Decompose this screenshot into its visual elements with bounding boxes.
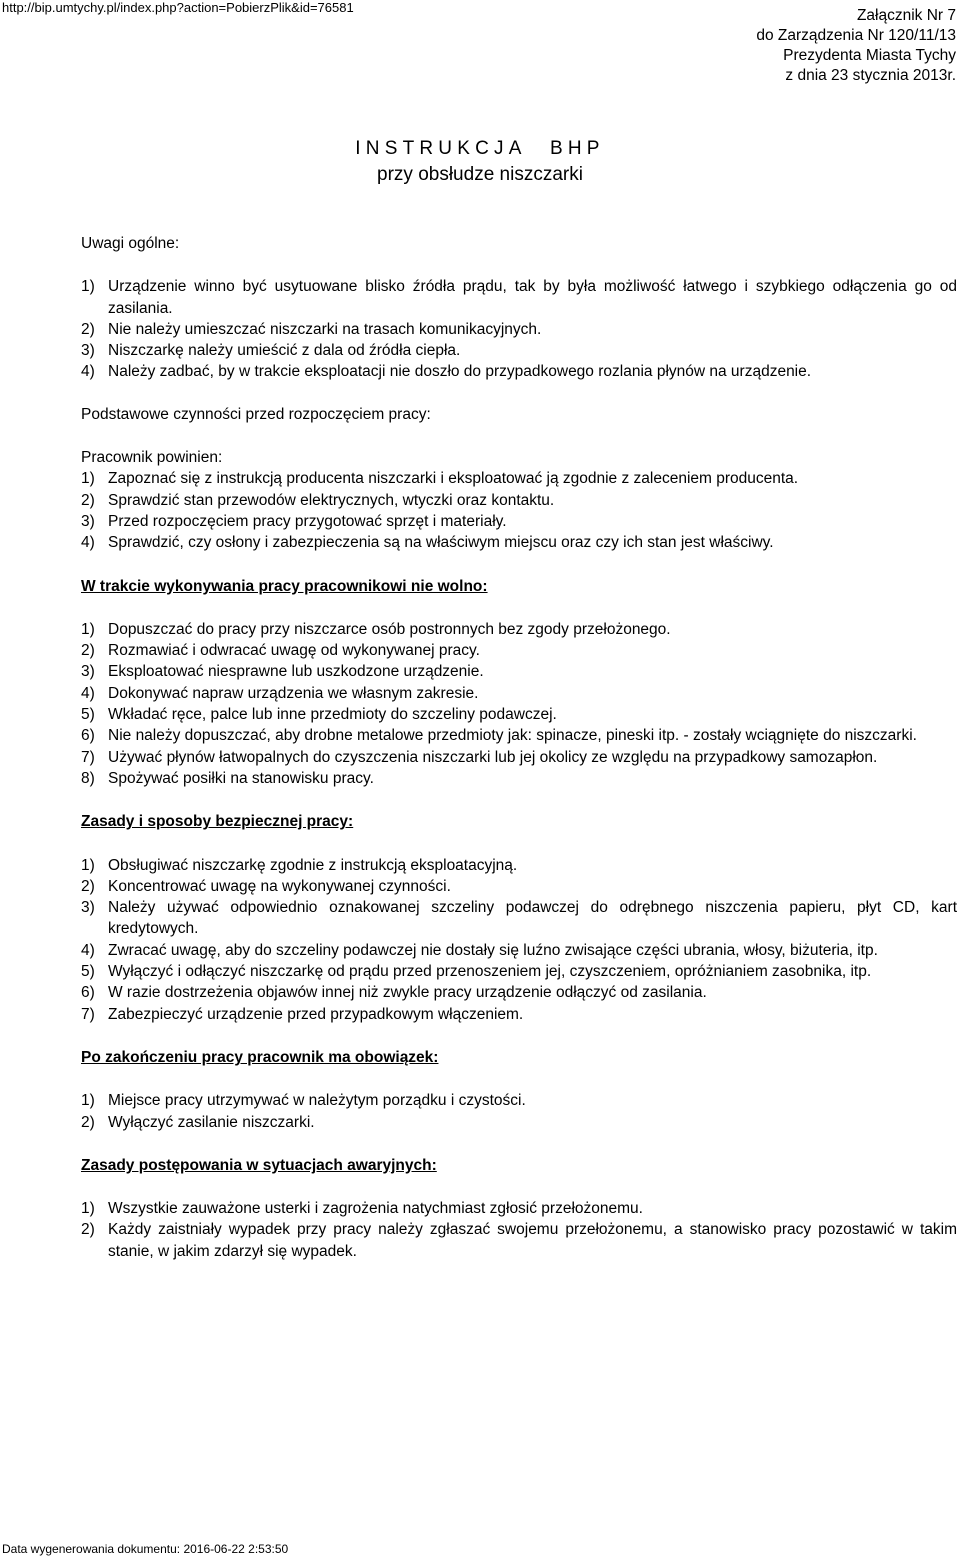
- annex-line: Załącznik Nr 7: [856, 7, 956, 24]
- list-item-number: 4): [81, 363, 95, 381]
- section-before-heading: Podstawowe czynności przed rozpoczęciem pracy:: [81, 405, 431, 423]
- list-item-number: 6): [81, 727, 95, 745]
- list-item-number: 2): [81, 1221, 95, 1239]
- list-item-text: Rozmawiać i odwracać uwagę od wykonywanej pracy.: [108, 642, 480, 660]
- list-item: [81, 640, 957, 661]
- list-item: [81, 961, 957, 982]
- list-item-text: Sprawdzić stan przewodów elektrycznych, wtyczki oraz kontaktu.: [108, 491, 555, 509]
- list-item-number: 2): [81, 642, 95, 660]
- list-item-text: Wyłączyć i odłączyć niszczarkę od prądu przed przenoszeniem jej, czyszczeniem, opróżnianiem zasobnika, itp.: [108, 963, 872, 981]
- list-item-number: 7): [81, 1005, 95, 1023]
- list-item-text: Używać płynów łatwopalnych do czyszczenia niszczarki lub jej okolicy ze względu na przypadkowy samozapłon.: [108, 748, 878, 766]
- list-item-text: Zapoznać się z instrukcją producenta niszczarki i eksploatować ją zgodnie z zaleceniem producenta.: [108, 470, 799, 488]
- section-rules-list: [81, 855, 957, 1025]
- list-item-number: 5): [81, 706, 95, 724]
- section-before-list: [81, 468, 957, 553]
- list-item: [81, 361, 957, 382]
- list-item-text: Wszystkie zauważone usterki i zagrożenia natychmiast zgłosić przełożonemu.: [108, 1200, 643, 1218]
- list-item-text: Sprawdzić, czy osłony i zabezpieczenia są na właściwym miejscu oraz czy ich stan jest właściwy.: [108, 534, 774, 552]
- list-item-text: Wyłączyć zasilanie niszczarki.: [108, 1113, 315, 1131]
- list-item-number: 5): [81, 963, 95, 981]
- list-item: [81, 1198, 957, 1219]
- list-item: [81, 1004, 957, 1025]
- list-item-number: 1): [81, 278, 95, 296]
- list-item-text: Nie należy umieszczać niszczarki na trasach komunikacyjnych.: [108, 320, 542, 338]
- list-item: [81, 511, 957, 532]
- list-item: [81, 725, 957, 746]
- generation-date: Data wygenerowania dokumentu: 2016-06-22 2:53:50: [2, 1542, 289, 1556]
- section-emergency-list: [81, 1198, 957, 1262]
- list-item-number: 3): [81, 899, 95, 917]
- list-item-text: Wkładać ręce, palce lub inne przedmioty do szczeliny podawczej.: [108, 706, 557, 724]
- list-item-number: 1): [81, 620, 95, 638]
- list-item-text: Dopuszczać do pracy przy niszczarce osób postronnych bez zgody przełożonego.: [108, 620, 671, 638]
- list-item-number: 3): [81, 663, 95, 681]
- document-body: [81, 233, 957, 1262]
- section-forbidden-heading: W trakcie wykonywania pracy pracownikowi nie wolno:: [81, 577, 488, 595]
- list-item: [81, 855, 957, 876]
- list-item-text: Dokonywać napraw urządzenia we własnym zakresie.: [108, 684, 479, 702]
- list-item: [81, 982, 957, 1003]
- list-item-text: Urządzenie winno być usytuowane blisko źródła prądu, tak by była możliwość łatwego i szybkiego odłączenia go od zasilania.: [108, 278, 957, 317]
- list-item-text: Miejsce pracy utrzymywać w należytym porządku i czystości.: [108, 1092, 526, 1110]
- list-item-number: 4): [81, 684, 95, 702]
- list-item-number: 8): [81, 769, 95, 787]
- list-item: [81, 683, 957, 704]
- list-item: [81, 897, 957, 940]
- list-item: [81, 532, 957, 553]
- section-after-list: [81, 1090, 957, 1133]
- list-item-number: 7): [81, 748, 95, 766]
- title-main: INSTRUKCJA BHP: [355, 138, 605, 159]
- list-item: [81, 940, 957, 961]
- annex-line: z dnia 23 stycznia 2013r.: [785, 67, 956, 84]
- list-item-number: 6): [81, 984, 95, 1002]
- section-after-heading: Po zakończeniu pracy pracownik ma obowiązek:: [81, 1048, 439, 1066]
- document-title: [0, 136, 960, 188]
- section-before-intro: Pracownik powinien:: [81, 449, 223, 467]
- list-item: [81, 1219, 957, 1262]
- list-item-number: 2): [81, 491, 95, 509]
- title-subtitle: przy obsłudze niszczarki: [377, 164, 583, 185]
- list-item: [81, 768, 957, 789]
- section-general-list: [81, 276, 957, 382]
- list-item: [81, 1090, 957, 1111]
- list-item-text: Przed rozpoczęciem pracy przygotować sprzęt i materiały.: [108, 512, 507, 530]
- list-item-text: Niszczarkę należy umieścić z dala od źródła ciepła.: [108, 342, 461, 360]
- list-item-text: W razie dostrzeżenia objawów innej niż zwykle pracy urządzenie odłączyć od zasilania.: [108, 984, 707, 1002]
- list-item-number: 1): [81, 1200, 95, 1218]
- list-item-text: Należy zadbać, by w trakcie eksploatacji nie doszło do przypadkowego rozlania płynów na urządzenie.: [108, 363, 812, 381]
- list-item-text: Zabezpieczyć urządzenie przed przypadkowym włączeniem.: [108, 1005, 524, 1023]
- list-item-number: 2): [81, 1113, 95, 1131]
- section-emergency-heading: Zasady postępowania w sytuacjach awaryjnych:: [81, 1156, 437, 1174]
- list-item-number: 4): [81, 534, 95, 552]
- list-item: [81, 876, 957, 897]
- list-item-number: 3): [81, 512, 95, 530]
- list-item-text: Nie należy dopuszczać, aby drobne metalowe przedmioty jak: spinacze, pineski itp. - zostały wciągnięte do niszczarki.: [108, 727, 917, 745]
- list-item-text: Każdy zaistniały wypadek przy pracy należy zgłaszać swojemu przełożonemu, a stanowisko pracy pozostawić w takim stanie, w jakim zdarzył się wypadek.: [108, 1221, 957, 1260]
- list-item-text: Spożywać posiłki na stanowisku pracy.: [108, 769, 374, 787]
- list-item: [81, 276, 957, 319]
- list-item: [81, 1112, 957, 1133]
- annex-block: [756, 6, 956, 86]
- list-item-text: Koncentrować uwagę na wykonywanej czynności.: [108, 877, 451, 895]
- list-item: [81, 319, 957, 340]
- section-general-heading: Uwagi ogólne:: [81, 235, 180, 252]
- list-item: [81, 661, 957, 682]
- list-item-text: Obsługiwać niszczarkę zgodnie z instrukcją eksploatacyjną.: [108, 856, 518, 874]
- list-item-number: 1): [81, 470, 95, 488]
- list-item-number: 2): [81, 877, 95, 895]
- list-item: [81, 468, 957, 489]
- list-item-number: 4): [81, 941, 95, 959]
- list-item-number: 1): [81, 1092, 95, 1110]
- list-item-text: Należy używać odpowiednio oznakowanej szczeliny podawczej do odrębnego niszczenia papieru, płyt CD, kart kredytowych.: [108, 899, 957, 938]
- annex-line: do Zarządzenia Nr 120/11/13: [756, 27, 956, 44]
- source-url: http://bip.umtychy.pl/index.php?action=PobierzPlik&id=76581: [2, 0, 354, 15]
- list-item-text: Eksploatować niesprawne lub uszkodzone urządzenie.: [108, 663, 484, 681]
- annex-line: Prezydenta Miasta Tychy: [783, 47, 956, 64]
- list-item-number: 3): [81, 342, 95, 360]
- section-rules-heading: Zasady i sposoby bezpiecznej pracy:: [81, 813, 354, 831]
- list-item: [81, 619, 957, 640]
- list-item-number: 1): [81, 856, 95, 874]
- list-item: [81, 490, 957, 511]
- list-item-number: 2): [81, 320, 95, 338]
- section-forbidden-list: [81, 619, 957, 789]
- list-item: [81, 340, 957, 361]
- list-item: [81, 747, 957, 768]
- list-item: [81, 704, 957, 725]
- list-item-text: Zwracać uwagę, aby do szczeliny podawczej nie dostały się luźno zwisające części ubrania, włosy, biżuteria, itp.: [108, 941, 878, 959]
